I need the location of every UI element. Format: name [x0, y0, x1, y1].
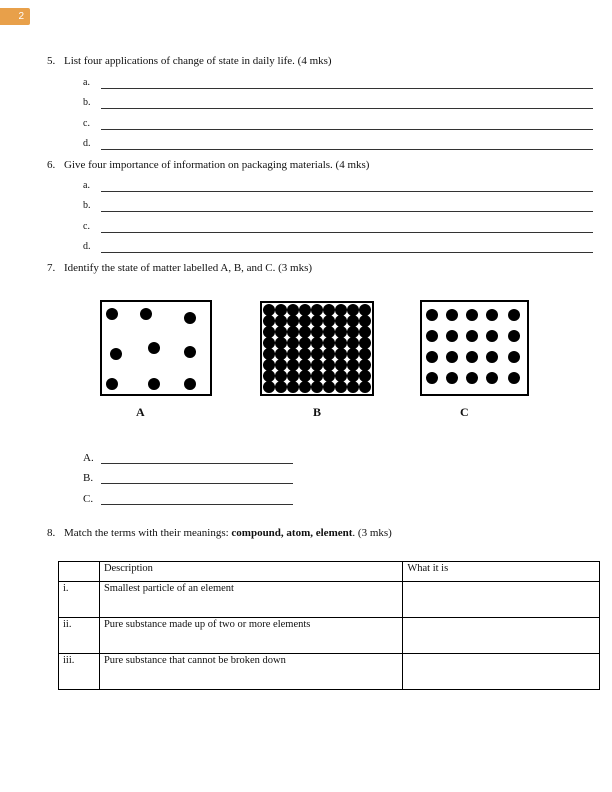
particle-dot	[323, 381, 335, 393]
particle-dot	[486, 309, 498, 321]
particle-dot	[508, 309, 520, 321]
particle-dot	[508, 330, 520, 342]
question-marks: . (3 mks)	[352, 527, 392, 539]
answer-line-6a[interactable]: a.	[83, 180, 593, 194]
particle-dot	[184, 378, 196, 390]
diagram-label-b: B	[313, 405, 322, 419]
row-description: Pure substance that cannot be broken down	[99, 654, 402, 690]
diagram-gas-box	[100, 300, 212, 396]
question-text: Match the terms with their meanings:	[64, 527, 232, 539]
answer-line-5a[interactable]: a.	[83, 77, 593, 91]
table-row	[59, 618, 600, 654]
particle-dot	[184, 346, 196, 358]
question-number: 5.	[47, 55, 56, 67]
particle-dot	[140, 308, 152, 320]
row-answer-cell[interactable]	[403, 654, 600, 690]
question-number: 7.	[47, 262, 56, 274]
question-6	[47, 159, 369, 171]
answer-line-5b[interactable]: b.	[83, 97, 593, 111]
row-answer-cell[interactable]	[403, 618, 600, 654]
answer-line-5d[interactable]: d.	[83, 138, 593, 152]
particle-dot	[466, 372, 478, 384]
row-description: Pure substance made up of two or more elements	[99, 618, 402, 654]
row-number: iii.	[59, 654, 100, 690]
diagram-label-a: A	[136, 405, 145, 419]
diagram-label-c: C	[460, 405, 469, 419]
answer-line-7c[interactable]: C.	[83, 493, 293, 507]
particle-dot	[263, 381, 275, 393]
table-header-cell: Description	[99, 562, 402, 582]
question-text: Give four importance of information on packaging materials. (4 mks)	[64, 159, 370, 171]
row-description: Smallest particle of an element	[99, 582, 402, 618]
particle-dot	[106, 378, 118, 390]
particle-dot	[148, 378, 160, 390]
row-number: i.	[59, 582, 100, 618]
question-7	[47, 262, 312, 274]
matching-table	[58, 561, 600, 690]
answer-line-6d[interactable]: d.	[83, 241, 593, 255]
question-number: 8.	[47, 527, 56, 539]
particle-dot	[299, 381, 311, 393]
particle-dot	[287, 381, 299, 393]
particle-dot	[446, 309, 458, 321]
particle-dot	[486, 372, 498, 384]
particle-dot	[426, 309, 438, 321]
table-header-cell	[59, 562, 100, 582]
table-row	[59, 654, 600, 690]
particle-dot	[347, 381, 359, 393]
particle-dot	[446, 372, 458, 384]
particle-dot	[508, 351, 520, 363]
answer-line-7b[interactable]: B.	[83, 472, 293, 486]
particle-dot	[359, 381, 371, 393]
particle-dot	[148, 342, 160, 354]
table-header-cell: What it is	[403, 562, 600, 582]
particle-dot	[426, 351, 438, 363]
row-answer-cell[interactable]	[403, 582, 600, 618]
table-row	[59, 582, 600, 618]
table-header-row	[59, 562, 600, 582]
question-5	[47, 55, 332, 67]
diagram-solid-box	[260, 301, 374, 396]
answer-line-5c[interactable]: c.	[83, 118, 593, 132]
particle-dot	[446, 330, 458, 342]
question-terms: compound, atom, element	[231, 527, 353, 539]
particle-dot	[466, 351, 478, 363]
question-text: List four applications of change of state in daily life. (4 mks)	[64, 55, 332, 67]
question-text: Identify the state of matter labelled A, B, and C. (3 mks)	[64, 262, 313, 274]
particle-dot	[466, 330, 478, 342]
answer-line-7a[interactable]: A.	[83, 452, 293, 466]
particle-dot	[466, 309, 478, 321]
particle-dot	[311, 381, 323, 393]
particle-dot	[426, 372, 438, 384]
page-number-badge: 2	[0, 8, 30, 25]
particle-dot	[184, 312, 196, 324]
particle-dot	[508, 372, 520, 384]
particle-dot	[446, 351, 458, 363]
particle-dot	[486, 351, 498, 363]
row-number: ii.	[59, 618, 100, 654]
particle-dot	[426, 330, 438, 342]
diagram-liquid-box	[420, 300, 529, 396]
question-8	[47, 527, 392, 539]
particle-dot	[275, 381, 287, 393]
particle-dot	[486, 330, 498, 342]
question-number: 6.	[47, 159, 56, 171]
particle-dot	[335, 381, 347, 393]
particle-dot	[106, 308, 118, 320]
answer-line-6b[interactable]: b.	[83, 200, 593, 214]
particle-dot	[110, 348, 122, 360]
answer-line-6c[interactable]: c.	[83, 221, 593, 235]
